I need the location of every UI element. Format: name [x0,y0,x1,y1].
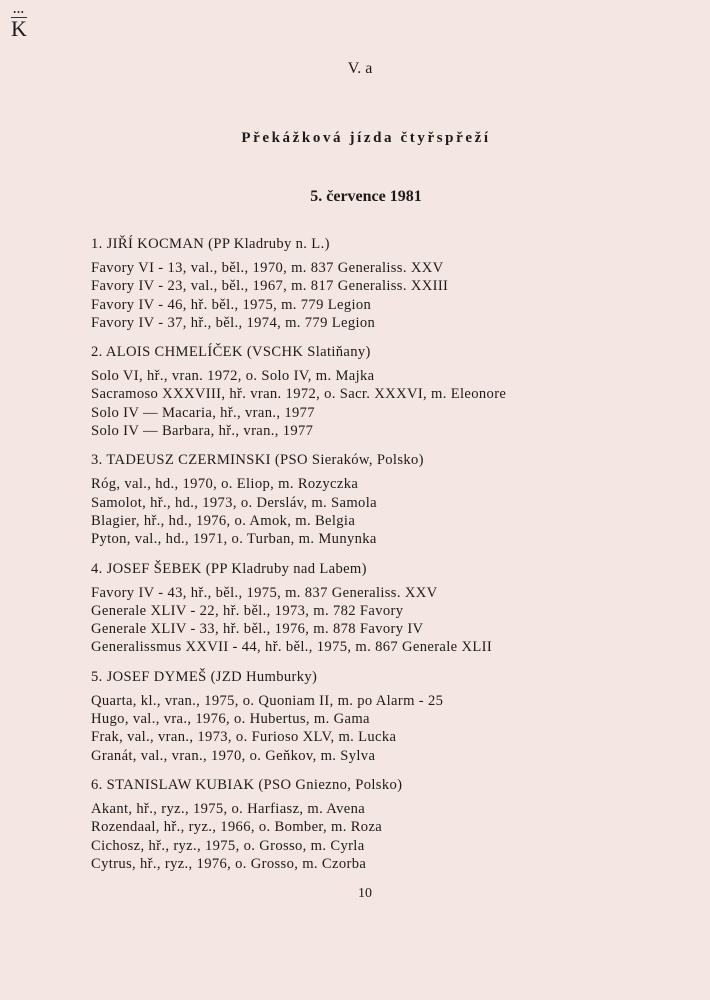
event-date: 5. července 1981 [310,188,422,205]
horse-line: Quarta, kl., vran., 1975, o. Quoniam II, m. po Alarm - 25 [91,692,444,709]
page-title: Překážková jízda čtyřspřeží [241,130,491,146]
horse-line: Pyton, val., hd., 1971, o. Turban, m. Munynka [91,531,377,548]
entry [91,776,506,873]
logo-letter: K [11,16,27,41]
horse-line: Solo IV — Macaria, hř., vran., 1977 [91,404,315,421]
horse-line: Favory IV - 46, hř. běl., 1975, m. 779 Legion [91,296,372,313]
horse-line: Sacramoso XXXVIII, hř. vran. 1972, o. Sacr. XXXVI, m. Eleonore [91,386,507,403]
horse-line: Cichosz, hř., ryz., 1975, o. Grosso, m. Cyrla [91,837,365,854]
section-number: V. a [347,60,373,77]
horse-line: Favory VI - 13, val., běl., 1970, m. 837 Generaliss. XXV [91,260,444,276]
horse-line: Samolot, hř., hd., 1973, o. Dersláv, m. Samola [91,494,377,511]
horse-line: Generale XLIV - 33, hř. běl., 1976, m. 878 Favory IV [91,621,424,638]
horse-line: Róg, val., hd., 1970, o. Eliop, m. Rozyczka [91,476,359,493]
entry-heading: 2. ALOIS CHMELÍČEK (VSCHK Slatiňany) [91,344,371,361]
horse-line: Solo VI, hř., vran. 1972, o. Solo IV, m. Majka [91,368,375,385]
horse-line: Akant, hř., ryz., 1975, o. Harfiasz, m. Avena [91,800,366,817]
horse-line: Hugo, val., vra., 1976, o. Hubertus, m. Gama [91,711,370,728]
horse-line: Favory IV - 23, val., běl., 1967, m. 817 Generaliss. XXIII [91,278,449,295]
horse-line: Favory IV - 37, hř., běl., 1974, m. 779 Legion [91,314,376,331]
horse-line: Generalissmus XXVII - 44, hř. běl., 1975, m. 867 Generale XLII [91,639,493,656]
horse-line: Generale XLIV - 22, hř. běl., 1973, m. 782 Favory [91,602,404,619]
entry-heading: 3. TADEUSZ CZERMINSKI (PSO Sieraków, Polsko) [91,452,424,469]
horse-line: Rozendaal, hř., ryz., 1966, o. Bomber, m. Roza [91,819,383,836]
entry-heading: 4. JOSEF ŠEBEK (PP Kladruby nad Labem) [91,560,367,577]
publisher-logo [9,10,29,40]
page-number: 10 [358,886,372,901]
horse-line: Cytrus, hř., ryz., 1976, o. Grosso, m. Czorba [91,855,367,872]
horse-line: Solo IV — Barbara, hř., vran., 1977 [91,423,314,440]
horse-line: Granát, val., vran., 1970, o. Geňkov, m. Sylva [91,747,376,764]
horse-line: Frak, val., vran., 1973, o. Furioso XLV, m. Lucka [91,729,397,746]
horse-line: Blagier, hř., hd., 1976, o. Amok, m. Belgia [91,512,356,529]
horse-line: Favory IV - 43, hř., běl., 1975, m. 837 Generaliss. XXV [91,584,438,601]
entry [91,343,506,440]
entry [91,235,506,332]
logo-dots-icon: ••• [13,8,25,17]
entries-list [91,235,506,884]
entry [91,451,506,548]
entry-heading: 5. JOSEF DYMEŠ (JZD Humburky) [91,668,318,685]
entry [91,560,506,657]
entry-heading: 1. JIŘÍ KOCMAN (PP Kladruby n. L.) [91,236,330,252]
entry [91,668,506,765]
entry-heading: 6. STANISLAW KUBIAK (PSO Gniezno, Polsko) [91,776,403,793]
